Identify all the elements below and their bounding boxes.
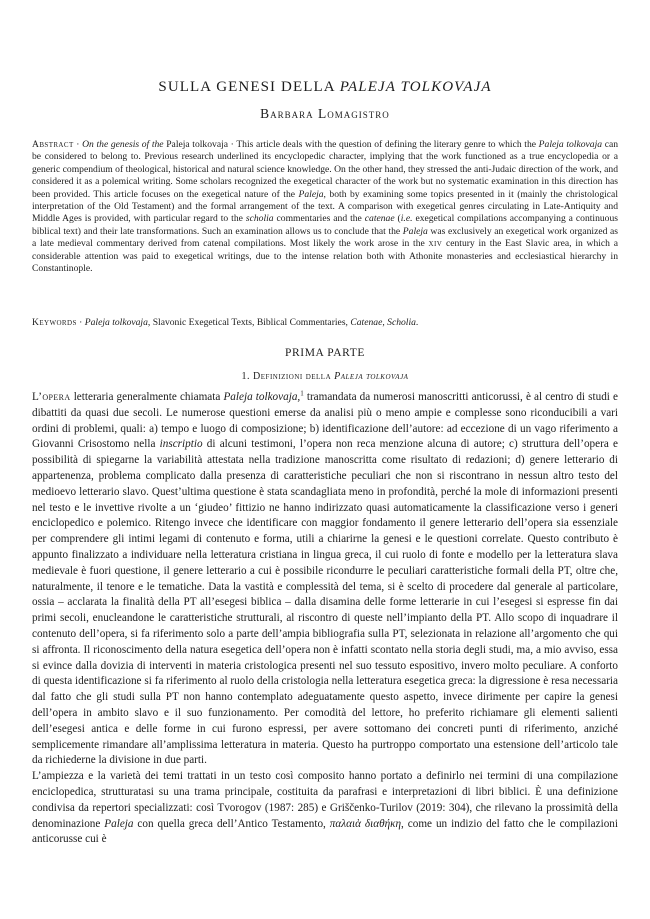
abstract-text: commentaries and the — [273, 213, 365, 225]
keyword-text: . — [415, 317, 419, 328]
abstract-italic: Paleja — [298, 188, 324, 200]
paragraph-text: con quella greca dell’Antico Testamento, — [133, 817, 330, 830]
abstract — [32, 139, 618, 275]
section-heading — [32, 371, 618, 382]
abstract-separator: · — [73, 139, 83, 150]
paragraph — [32, 769, 618, 848]
keywords-label: Keywords — [32, 317, 77, 328]
abstract-text: · This article deals with the question of defining the literary genre to which the — [228, 139, 539, 150]
article-title — [32, 79, 618, 96]
abstract-italic: i.e. — [400, 213, 413, 225]
title-italic: PALEJA TOLKOVAJA — [339, 79, 492, 95]
keyword-italic: Paleja tolkovaja — [84, 317, 148, 328]
paragraph — [32, 390, 618, 769]
title-prefix: SULLA GENESI DELLA — [158, 79, 340, 95]
abstract-italic: scholia — [245, 213, 274, 225]
paragraph-italic: Paleja tolkovaja, — [223, 391, 301, 403]
abstract-text: was exclusively an exegetical work organized as a late medieval commentary derived from catenal compilations. Most likely the work arose in the — [32, 225, 618, 250]
abstract-english-title-work: Paleja tolkovaja — [163, 139, 229, 150]
author-name: Barbara Lomagistro — [260, 106, 390, 121]
paragraph-text: , come un indizio del fatto che le compilazioni anticorusse cui è — [32, 817, 618, 846]
abstract-text: century in the East Slavic area, in which a considerable attention was paid to exegetical writings, due to the intense relation both with Athonite monasteries and ecclesiastical hierarchy in Constantinople. — [32, 238, 618, 275]
keyword-text: , — [382, 317, 388, 328]
abstract-italic: catenae — [364, 213, 395, 225]
paragraph-text: letteraria generalmente chiamata — [70, 391, 224, 403]
section-title-italic: Paleja tolkovaja — [334, 371, 409, 382]
abstract-text: can be considered to belong to. Previous research underlined its encyclopedic character, implying that the work functioned as a true encyclopedia or a generic compendium of theological, historical and natural science knowledge. On the other hand, they stressed the anti-Judaic direction of the work, and considered it as a polemical writing. Some scholars recognized the exegetical character of the work but no systematic examination in this direction has been provided. This article focuses on the exegetical nature of the — [32, 139, 619, 200]
keyword-italic: Catenae — [350, 317, 383, 328]
section-title: Definizioni della — [253, 371, 335, 382]
abstract-label: Abstract — [32, 139, 74, 150]
paragraph-italic: Paleja — [104, 817, 134, 830]
keywords-separator: · — [76, 317, 85, 328]
paragraph-italic: inscriptio — [159, 438, 203, 451]
abstract-english-title: On the genesis of the — [82, 139, 164, 150]
paragraph-text: di alcuni testimoni, l’opera non reca menzione alcuna di autore; c) struttura dell’opera e possibilità di spiegarne la variabilità attestata nella tradizione manoscritta come risultato di redazioni; d) genere letterario di appartenenza, problema complicato dalla presenza di caratteristiche peculiari che non si riscontrano in nessun altro testo del medioevo letterario slavo. Quest’ultima questione è stata scandagliata meno in profondità, perché la mole di informazioni presenti nel testo e le invettive rivolte a un ‘giudeo’ fittizio ne hanno indirizzato quasi automaticamente la classificazione verso i generi enciclopedico e polemico. Ritengo invece che identificare con maggior fondamento il genere letterario dell’opera sia essenziale per comprendere gli intimi legami di contenuto e forma, utili a chiarirne la genesi e le questioni correlate. Questo contributo è appunto finalizzato a individuare nella letteratura cristiana in lingua greca, il cui ruolo di fonte e modello per la letteratura slava medievale è fuori questione, il genere letterario a cui è possibile ricondurre le peculiari caratteristiche formali della PT, oltre che, naturalmente, il tenore e le tematiche. Data la vastità e complessità del tema, si è scelto di procedere dal generale al particolare, ossia – acclarata la finalità della PT all’esegesi biblica – dalla disamina delle forme letterarie in cui l’esegesi si espresse fin dai primi secoli, enucleandone le caratteristiche strutturali, al riscontro di queste nell’impianto della PT. Allo scopo di inquadrare il contenuto dell’opera, si fa riferimento solo a parte dell’ampia bibliografia sulla PT, selezionata in relazione all’argomento che qui si affronta. Il riconoscimento della natura esegetica dell’opera non è infatti scontato nella storia degli studi, ma, a mio avviso, essa si evince dalla dovizia di interventi in materia cristologica presenti nel suo tessuto espositivo, invero molto peculiare. A conforto di questa identificazione si fa riferimento al ruolo della cristologia nella letteratura esegetica greca: la digressione è resa necessaria dal fatto che gli studi sulla PT non hanno contemplato adeguatamente questo aspetto, invece dirimente per capire la genesi dell’opera in ambito slavo e il suo funzionamento. Per comodità del lettore, ho preferito richiamare gli elementi salienti dell’esegesi antica e delle forme in cui furono espressi, per avere sottomano dei concreti punti di riferimento, anziché semplicemente rimandare all’amplissima letteratura in materia. Questo ha purtroppo comportato una estensione dell’articolo tale da richiederne la divisione in due parti. — [32, 438, 618, 767]
abstract-italic: Paleja — [402, 225, 428, 237]
paragraph-text: tramandata da numerosi manoscritti anticorussi, è al centro di studi e dibattiti da quasi due secoli. Le numerose questioni emerse da analisi più o meno ampie e complesse sono riconducibili a vari ordini di problemi, quali: a) tempo e luogo di composizione; b) identificazione dell’autore: ad eccezione di un vago riferimento a Giovanni Crisostomo nella — [32, 391, 619, 451]
paragraph-text: L’ampiezza e la varietà dei temi trattati in un testo così composito hanno portato a definirlo nei termini di una compilazione enciclopedica, strutturatasi su una trama principale, costituita da parafrasi e interpretazioni di libri biblici. È una definizione condivisa da repertori specializzati: così Tvorogov (1987: 285) e Griščenko-Turilov (2019: 304), che rilevano la prossimità della denominazione — [32, 770, 618, 830]
keywords — [32, 317, 618, 329]
abstract-text: exegetical compilations accompanying a continuous biblical text) and their late transformations. Such an examination allows us to conclude that the — [32, 213, 618, 237]
keyword-text: , Slavonic Exegetical Texts, Biblical Commentaries, — [147, 317, 351, 328]
abstract-italic: Paleja tolkovaja — [538, 139, 603, 150]
body-text — [32, 390, 618, 848]
abstract-text: , both by examining some topics presented in it (mainly the christological interpretation of the Old Testament) and the formal arrangement of the text. A comparison with exegetical genres circulating in Late-Antiquity and Middle Ages is provided, with particular regard to the — [32, 188, 618, 225]
greek-phrase: παλαιὰ διαθήκη — [329, 817, 402, 830]
paragraph-lead-word: L’opera — [32, 391, 71, 403]
abstract-text: ( — [394, 213, 401, 225]
keyword-italic: Scholia — [387, 317, 416, 328]
abstract-century: xiv — [428, 238, 443, 250]
part-heading: PRIMA PARTE — [285, 347, 365, 359]
section-number: 1. — [241, 371, 254, 382]
footnote-marker[interactable]: 1 — [300, 389, 304, 398]
